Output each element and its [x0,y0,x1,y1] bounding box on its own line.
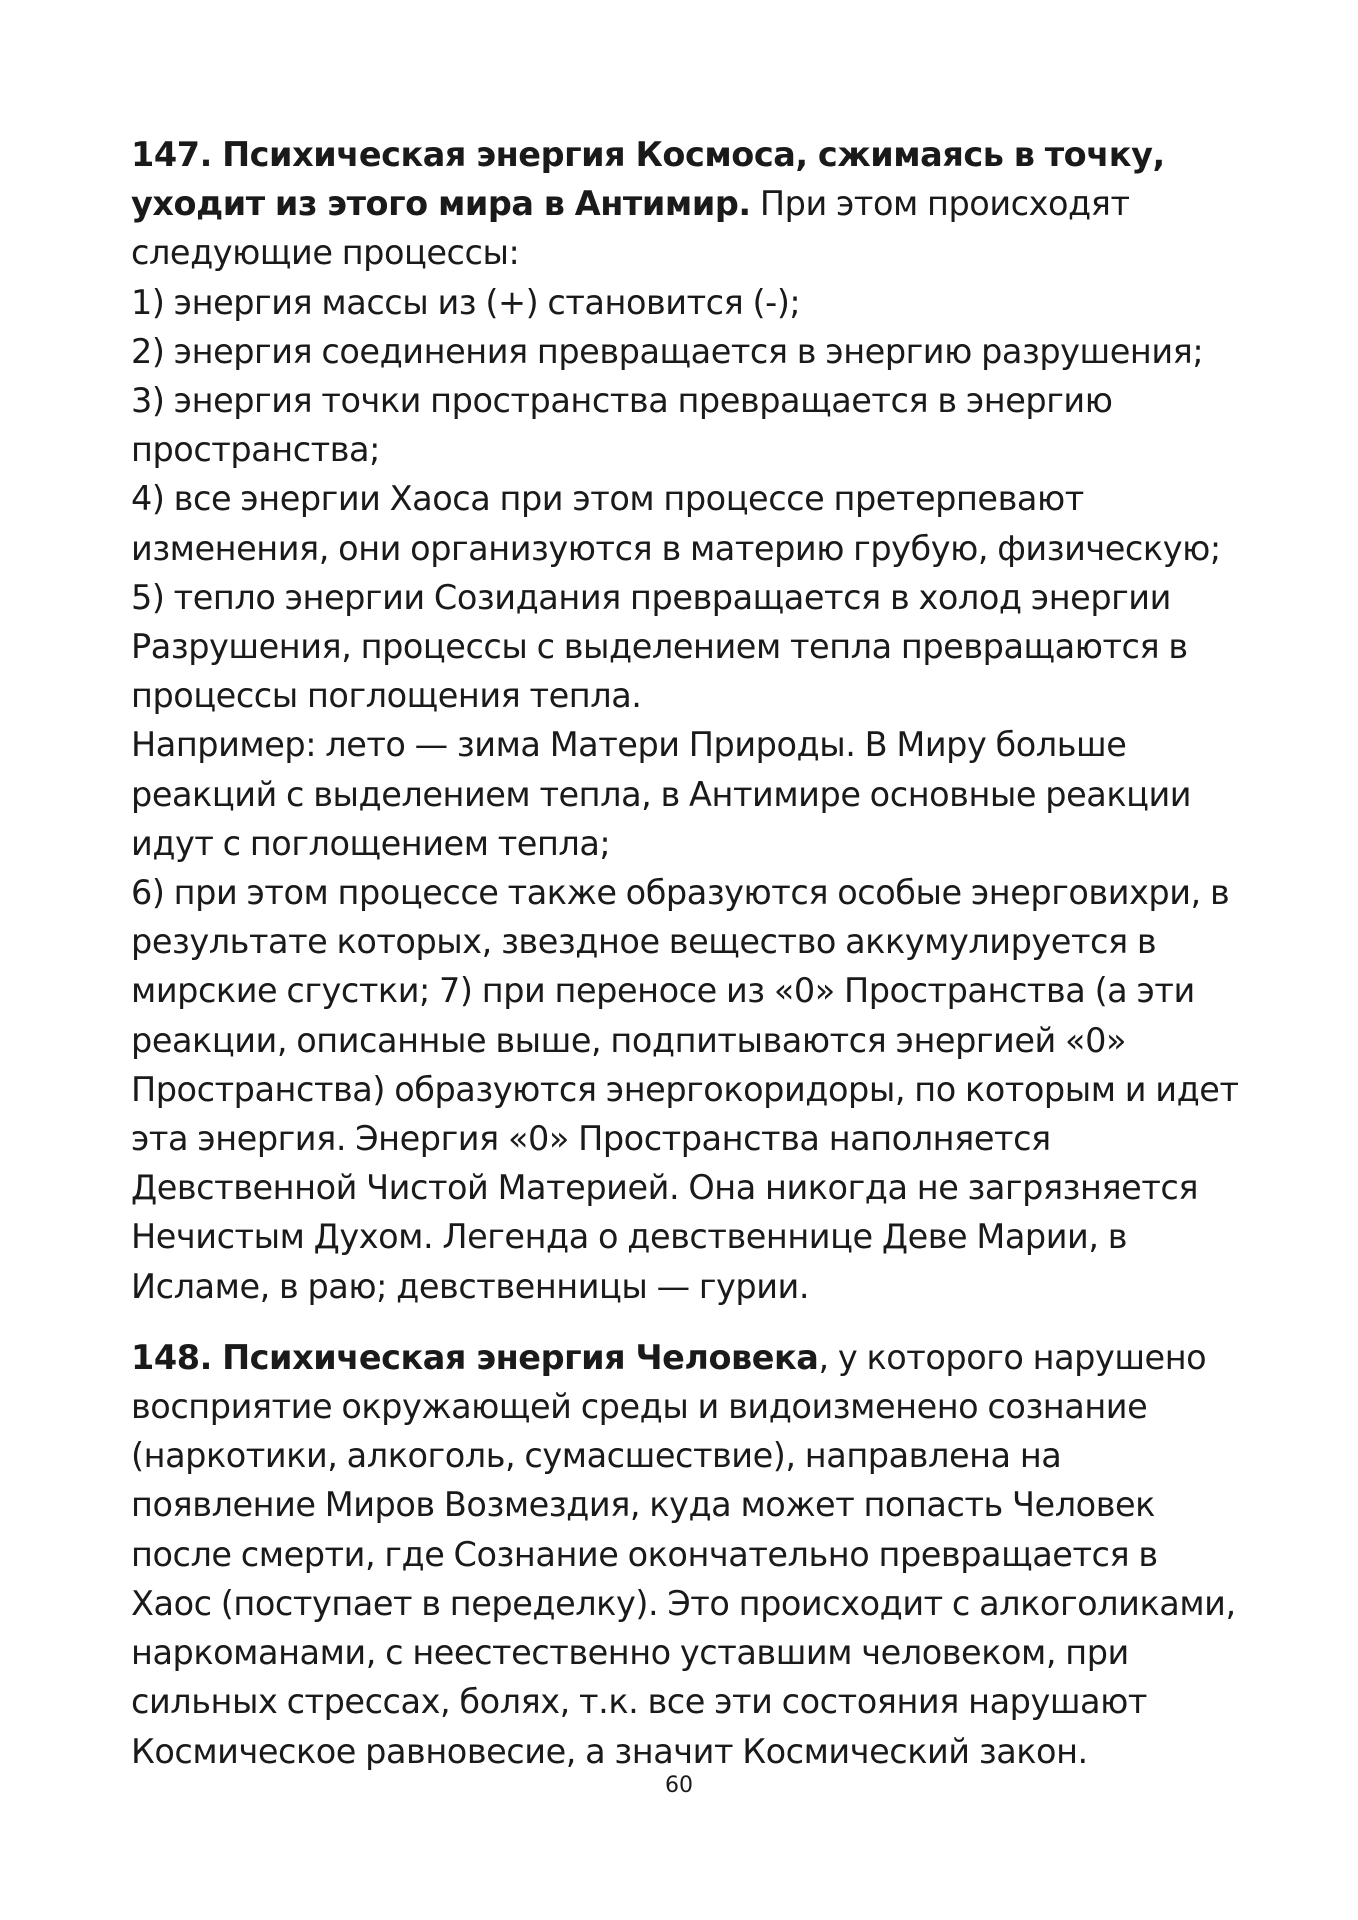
section-148 [131,1333,1241,1776]
page-number: 60 [665,1773,693,1798]
section-147-line-6-7: 6) при этом процессе также образуются особые энерговихри, в результате которых, звездное вещество аккумулируется в мирские сгустки; 7) при переносе из «0» Пространства (а эти реакции, описанные выше, подпитываются энергией «0» Пространства) образуются энергокоридоры, по которым и идет эта энергия. Энергия «0» Пространства наполняется Девственной Чистой Материей. Она никогда не загрязняется Нечистым Духом. Легенда о девственнице Деве Марии, в Исламе, в раю; девственницы — гурии. [131,873,1239,1306]
section-148-text: , у которого нарушено восприятие окружающей среды и видоизменено сознание (наркотики, алкоголь, сумасшествие), направлена на появление Миров Возмездия, куда может попасть Человек после смерти, где Сознание окончательно превращается в Хаос (поступает в переделку). Это происходит с алкоголиками, наркоманами, с неестественно уставшим человеком, при сильных стрессах, болях, т.к. все эти состояния нарушают Космическое равновесие, а значит Космический закон. [131,1337,1236,1771]
section-147 [131,130,1241,1311]
section-147-line-2: 2) энергия соединения превращается в энергию разрушения; [131,331,1204,371]
section-147-line-4: 4) все энергии Хаоса при этом процессе претерпевают изменения, они организуются в материю грубую, физическую; [131,479,1221,568]
section-147-heading: 147. Психическая энергия Космоса, сжимаясь в точку, уходит из этого мира в Антимир. [131,135,1165,224]
section-147-intro-paragraph [131,130,1241,278]
section-148-paragraph [131,1333,1241,1776]
section-147-line-5: 5) тепло энергии Созидания превращается в холод энергии Разрушения, процессы с выделением тепла превращаются в процессы поглощения тепла. [131,577,1188,716]
section-147-intro: При этом происходят следующие процессы: [131,184,1130,273]
section-148-heading: 148. Психическая энергия Человека [131,1337,819,1377]
section-147-line-1: 1) энергия массы из (+) становится (-); [131,282,801,322]
page-content [131,130,1241,1776]
section-147-example: Например: лето — зима Матери Природы. В Миру больше реакций с выделением тепла, в Антимире основные реакции идут с поглощением тепла; [131,725,1192,863]
section-147-line-3: 3) энергия точки пространства превращается в энергию пространства; [131,381,1113,470]
